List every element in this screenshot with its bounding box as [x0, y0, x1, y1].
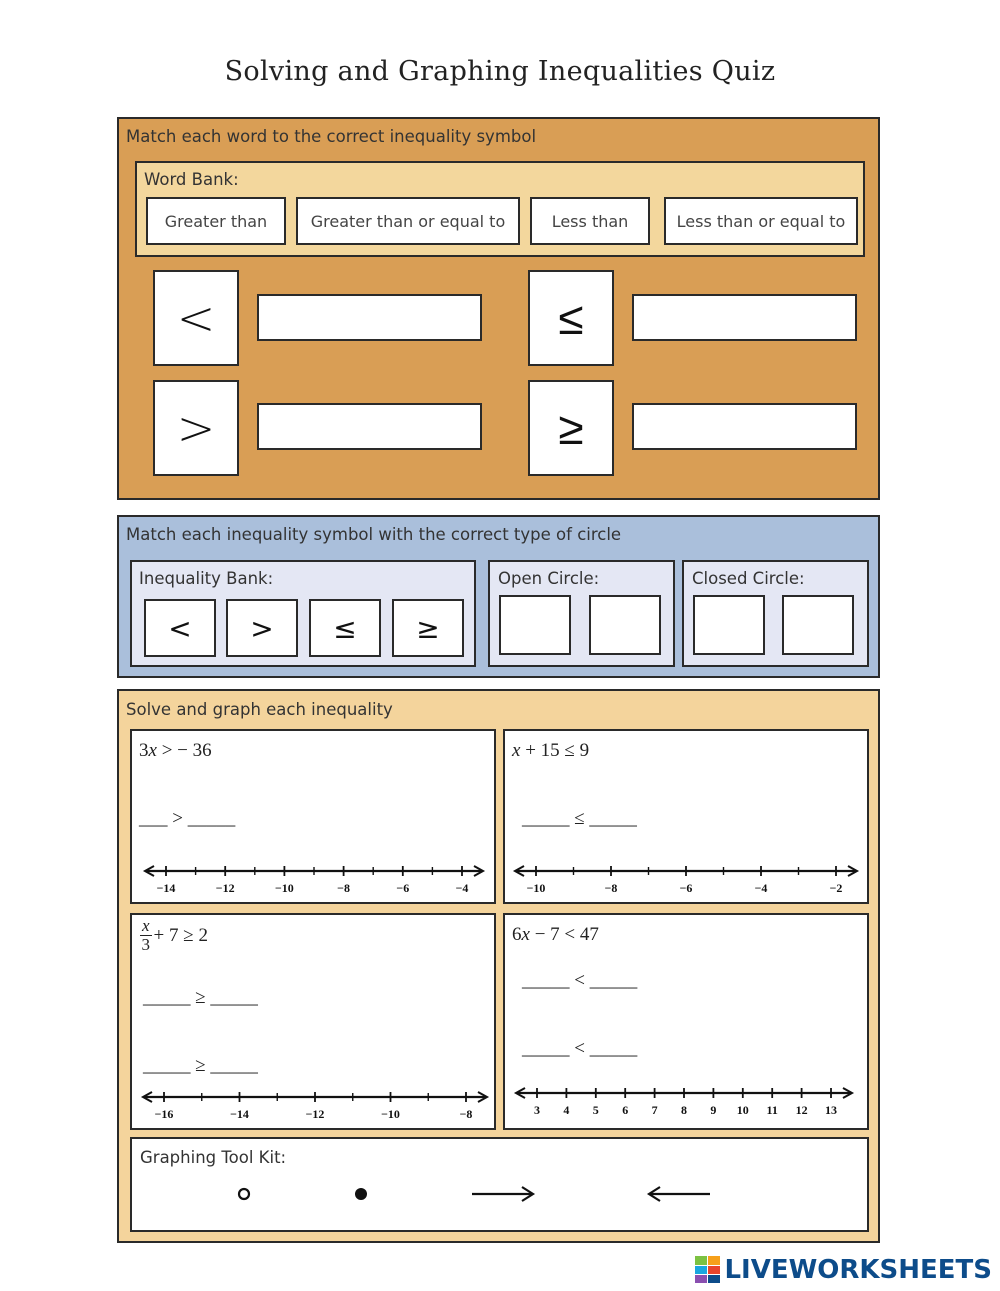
tick-label: 13	[825, 1103, 837, 1117]
eq-rest: + 15 ≤ 9	[520, 740, 590, 761]
tick-label: −8	[337, 881, 351, 895]
tick-label: −4	[455, 881, 469, 895]
eq-variable: x	[521, 924, 530, 945]
answer-line[interactable]: _____ ≥ _____	[143, 1055, 258, 1076]
answer-box-less-than[interactable]	[257, 294, 482, 341]
open-circle-group	[488, 560, 675, 667]
eq-variable: x	[512, 740, 521, 761]
number-line[interactable]	[512, 863, 860, 895]
problem-card-2	[503, 729, 869, 904]
eq-coefficient: 3	[139, 740, 149, 761]
word-less-than-or-equal[interactable]: Less than or equal to	[664, 197, 858, 245]
open-circle-label: Open Circle:	[498, 569, 600, 588]
tick-label: 5	[592, 1103, 599, 1117]
closed-circle-label: Closed Circle:	[692, 569, 805, 588]
number-line[interactable]	[513, 1085, 855, 1117]
open-circle-tool[interactable]	[239, 1189, 249, 1199]
eq-rest: + 7 ≥ 2	[153, 924, 208, 946]
tick-label: 10	[736, 1103, 749, 1117]
word-greater-than[interactable]: Greater than	[146, 197, 286, 245]
tick-label: −6	[396, 881, 410, 895]
tick-label: −12	[215, 881, 235, 895]
tick-label: −16	[154, 1107, 174, 1121]
frac-numerator: x	[142, 916, 150, 935]
inequality-bank-label: Inequality Bank:	[139, 569, 274, 588]
symbol-less-than-or-equal: ≤	[528, 270, 614, 366]
open-circle-drop-2[interactable]	[589, 595, 661, 655]
tick-label: −6	[679, 881, 693, 895]
solve-graph-section	[117, 689, 880, 1243]
tick-label: 8	[681, 1103, 687, 1117]
circle-match-section	[117, 515, 880, 678]
tick-label: 4	[563, 1103, 570, 1117]
tick-label: 9	[710, 1103, 717, 1117]
symbol-greater-than: >	[153, 380, 239, 476]
eq-variable: x	[148, 740, 157, 761]
tool-kit-label: Graphing Tool Kit:	[140, 1148, 287, 1167]
tick-label: −10	[274, 881, 294, 895]
symbol-less-than: <	[153, 270, 239, 366]
word-bank	[135, 161, 865, 257]
bank-symbol-less-than[interactable]: <	[144, 599, 216, 657]
page-title: Solving and Graphing Inequalities Quiz	[224, 56, 776, 87]
answer-line[interactable]: _____ ≥ _____	[143, 987, 258, 1008]
word-less-than[interactable]: Less than	[530, 197, 650, 245]
section-instruction: Match each word to the correct inequality symbol	[126, 127, 537, 146]
tool-kit-items	[132, 1179, 867, 1209]
bank-symbol-greater-than-or-equal[interactable]: ≥	[392, 599, 464, 657]
tick-label: −4	[754, 881, 768, 895]
number-line[interactable]	[140, 1089, 490, 1121]
word-match-section	[117, 117, 880, 500]
answer-box-greater-than[interactable]	[257, 403, 482, 450]
tick-label: −14	[156, 881, 176, 895]
problem-equation	[512, 740, 589, 762]
tick-label: −10	[526, 881, 546, 895]
answer-box-greater-than-or-equal[interactable]	[632, 403, 857, 450]
eq-rest: > − 36	[156, 740, 212, 761]
problem-card-1	[130, 729, 496, 904]
closed-circle-drop-2[interactable]	[782, 595, 854, 655]
word-greater-than-or-equal[interactable]: Greater than or equal to	[296, 197, 520, 245]
tick-label: −14	[230, 1107, 249, 1121]
tick-label: −10	[381, 1107, 400, 1121]
answer-line[interactable]: _____ < _____	[522, 970, 638, 991]
number-line[interactable]	[142, 863, 486, 895]
answer-line[interactable]: _____ ≤ _____	[522, 808, 637, 829]
bank-symbol-less-than-or-equal[interactable]: ≤	[309, 599, 381, 657]
tick-label: −2	[829, 881, 843, 895]
word-bank-label: Word Bank:	[144, 170, 239, 189]
tick-label: 7	[651, 1103, 658, 1117]
left-arrow-tool[interactable]	[649, 1187, 710, 1201]
problem-card-3	[130, 913, 496, 1130]
symbol-greater-than-or-equal: ≥	[528, 380, 614, 476]
right-arrow-tool[interactable]	[472, 1187, 533, 1201]
closed-circle-drop-1[interactable]	[693, 595, 765, 655]
eq-coefficient: 6	[512, 924, 522, 945]
tick-label: 11	[766, 1103, 778, 1117]
closed-circle-group	[682, 560, 869, 667]
tick-label: −12	[305, 1107, 325, 1121]
problem-card-4	[503, 913, 869, 1130]
inequality-bank	[130, 560, 476, 667]
answer-line[interactable]: ___ > _____	[139, 808, 236, 829]
graphing-tool-kit	[130, 1137, 869, 1232]
problem-equation	[139, 740, 212, 762]
tick-label: 12	[795, 1103, 808, 1117]
section-instruction: Match each inequality symbol with the correct type of circle	[126, 525, 622, 544]
tick-label: 3	[534, 1103, 540, 1117]
liveworksheets-logo	[695, 1255, 992, 1285]
logo-icon	[695, 1256, 721, 1284]
answer-line[interactable]: _____ < _____	[522, 1038, 638, 1059]
brand-text: LIVEWORKSHEETS	[724, 1255, 992, 1285]
tick-label: −8	[604, 881, 618, 895]
problem-equation	[140, 917, 208, 954]
section-instruction: Solve and graph each inequality	[126, 700, 393, 719]
bank-symbol-greater-than[interactable]: >	[226, 599, 298, 657]
problem-equation	[512, 924, 599, 946]
eq-rest: − 7 < 47	[529, 924, 599, 945]
closed-circle-tool[interactable]	[355, 1188, 367, 1200]
open-circle-drop-1[interactable]	[499, 595, 571, 655]
answer-box-less-than-or-equal[interactable]	[632, 294, 857, 341]
frac-denominator: 3	[141, 935, 151, 954]
tick-label: 6	[622, 1103, 629, 1117]
tick-label: −8	[459, 1107, 473, 1121]
